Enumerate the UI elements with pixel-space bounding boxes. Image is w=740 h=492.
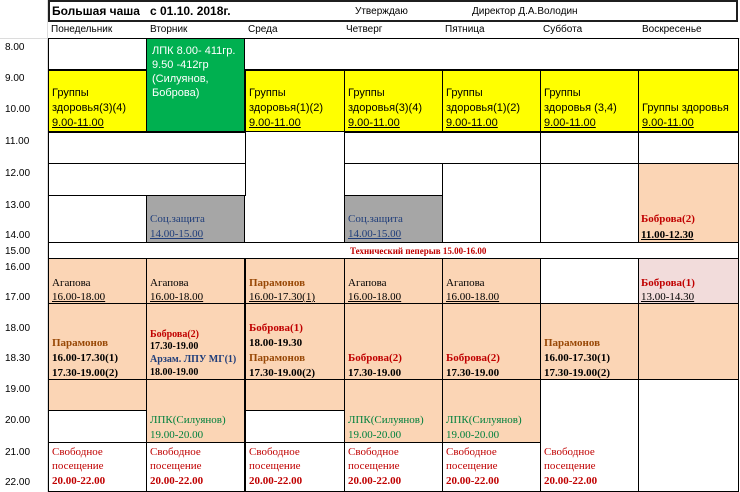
lpk-siluyanov-time: 19.00-20.00 — [150, 429, 204, 441]
day-header-thursday: Четверг — [346, 24, 383, 35]
bobrova-name: Боброва(1) — [641, 277, 695, 289]
free-swim-label: Свободное — [446, 446, 497, 458]
tue-bobrova-time: 17.30-19.00 — [150, 341, 199, 352]
agapova-name: Агапова — [150, 277, 189, 289]
day-header-saturday: Суббота — [543, 24, 583, 35]
time-label: 20.00 — [5, 415, 31, 426]
agapova-time: 16.00-18.00 — [348, 291, 402, 303]
group-time: 9.00-11.00 — [52, 117, 104, 129]
day-header-wednesday: Среда — [248, 24, 278, 35]
group-label: Группы здоровья — [642, 102, 729, 114]
bobrova-time: 13.00-14.30 — [641, 291, 695, 303]
free-swim-time: 20.00-22.00 — [150, 475, 204, 487]
free-swim-label: Свободное — [544, 446, 595, 458]
time-label: 10.00 — [5, 104, 31, 115]
soc-time: 14.00-15.00 — [348, 228, 402, 240]
group-label: Группы — [249, 87, 286, 99]
free-swim-label: посещение — [544, 460, 596, 472]
technical-break-text: Технический пеперыв 15.00-16.00 — [350, 246, 487, 256]
wed-bobrova-time: 18.00-19.30 — [249, 337, 303, 349]
free-swim-label: Свободное — [150, 446, 201, 458]
time-label: 16.00 — [5, 262, 31, 273]
lpk-line1: ЛПК 8.00- 411гр. — [152, 45, 236, 57]
empty-cell — [48, 195, 147, 243]
pool-name: Большая чаша — [52, 4, 140, 18]
free-swim-time: 20.00-22.00 — [446, 475, 500, 487]
time-label: 12.00 — [5, 168, 31, 179]
group-label: Группы — [544, 87, 581, 99]
empty-cell — [638, 132, 739, 164]
free-swim-label: посещение — [446, 460, 498, 472]
time-label: 11.00 — [5, 136, 30, 147]
bobrova-time: 17.30-19.00 — [348, 367, 402, 379]
paramonov-time: 16.00-17.30(1) — [249, 291, 315, 303]
agapova-time: 16.00-18.00 — [52, 291, 106, 303]
lpk-siluyanov-time: 19.00-20.00 — [446, 429, 500, 441]
time-label: 17.00 — [5, 292, 31, 303]
empty-cell — [344, 163, 443, 196]
tue-arzam-name: Арзам. ЛПУ МГ(1) — [150, 354, 237, 365]
paramonov-name: Парамонов — [52, 337, 109, 349]
lpk-line2: 9.50 -412гр — [152, 59, 209, 71]
free-swim-label: Свободное — [52, 446, 103, 458]
empty-peach-cell — [245, 379, 345, 411]
agapova-name: Агапова — [52, 277, 91, 289]
schedule-date: с 01.10. 2018г. — [150, 4, 231, 18]
group-label: здоровья(1)(2) — [249, 102, 323, 114]
empty-peach-cell — [48, 379, 147, 411]
empty-cell — [344, 132, 541, 164]
wed-paramonov-name: Парамонов — [249, 352, 306, 364]
empty-cell — [48, 132, 246, 164]
soc-label: Соц.защита — [348, 213, 403, 225]
agapova-name: Агапова — [446, 277, 485, 289]
group-label: Группы — [52, 87, 89, 99]
day-header-sunday: Воскресенье — [642, 24, 702, 35]
group-time: 9.00-11.00 — [544, 117, 596, 129]
time-label: 18.00 — [5, 323, 31, 334]
free-swim-time: 20.00-22.00 — [249, 475, 303, 487]
director-label: Директор Д.А.Володин — [472, 6, 578, 17]
group-time: 9.00-11.00 — [249, 117, 301, 129]
day-header-tuesday: Вторник — [150, 24, 188, 35]
free-swim-label: посещение — [150, 460, 202, 472]
time-label: 21.00 — [5, 447, 31, 458]
time-label: 9.00 — [5, 73, 25, 84]
group-label: здоровья(1)(2) — [446, 102, 520, 114]
lpk-siluyanov-name: ЛПК(Силуянов) — [446, 414, 522, 426]
group-time: 9.00-11.00 — [446, 117, 498, 129]
free-swim-time: 20.00-22.00 — [348, 475, 402, 487]
wed-paramonov-time: 17.30-19.00(2) — [249, 367, 315, 379]
group-label: здоровья (3,4) — [544, 102, 617, 114]
paramonov-name: Парамонов — [544, 337, 601, 349]
paramonov-time2: 17.30-19.00(2) — [544, 367, 610, 379]
empty-cell — [540, 258, 639, 304]
free-swim-label: посещение — [52, 460, 104, 472]
agapova-name: Агапова — [348, 277, 387, 289]
time-label: 19.00 — [5, 384, 31, 395]
empty-cell — [540, 163, 639, 243]
day-header-friday: Пятница — [445, 24, 485, 35]
empty-cell — [245, 410, 345, 443]
group-label: здоровья(3)(4) — [52, 102, 126, 114]
bobrova-name: Боброва(2) — [348, 352, 402, 364]
agapova-time: 16.00-18.00 — [446, 291, 500, 303]
lpk-siluyanov-time: 19.00-20.00 — [348, 429, 402, 441]
lpk-line4: Боброва) — [152, 87, 200, 99]
paramonov-time: 16.00-17.30(1) — [52, 352, 118, 364]
bobrova-name: Боброва(2) — [641, 213, 695, 225]
bobrova-time: 11.00-12.30 — [641, 229, 694, 241]
lpk-siluyanov-name: ЛПК(Силуянов) — [150, 414, 226, 426]
wed-bobrova-name: Боброва(1) — [249, 322, 303, 334]
free-swim-label: посещение — [348, 460, 400, 472]
approve-label: Утверждаю — [355, 6, 408, 17]
empty-cell — [48, 410, 147, 443]
free-swim-time: 20.00-22.00 — [52, 475, 106, 487]
group-time: 9.00-11.00 — [348, 117, 400, 129]
bobrova-time: 17.30-19.00 — [446, 367, 500, 379]
soc-time: 14.00-15.00 — [150, 228, 204, 240]
empty-cell — [638, 379, 739, 492]
lpk-line3: (Силуянов, — [152, 73, 209, 85]
time-label: 14.00 — [5, 230, 31, 241]
lpk-siluyanov-name: ЛПК(Силуянов) — [348, 414, 424, 426]
free-swim-label: Свободное — [348, 446, 399, 458]
day-header-monday: Понедельник — [51, 24, 113, 35]
group-label: Группы — [446, 87, 483, 99]
empty-cell — [540, 132, 639, 164]
paramonov-name: Парамонов — [249, 277, 306, 289]
free-swim-time: 20.00-22.00 — [544, 475, 598, 487]
empty-peach-cell — [638, 303, 739, 380]
agapova-time: 16.00-18.00 — [150, 291, 204, 303]
time-label: 15.00 — [5, 246, 31, 257]
time-label: 13.00 — [5, 200, 31, 211]
tue-arzam-time: 18.00-19.00 — [150, 367, 199, 378]
free-swim-label: посещение — [249, 460, 301, 472]
group-label: Группы — [348, 87, 385, 99]
soc-label: Соц.защита — [150, 213, 205, 225]
time-label: 18.30 — [5, 353, 31, 364]
empty-cell — [48, 163, 246, 196]
time-label: 22.00 — [5, 477, 31, 488]
paramonov-time: 16.00-17.30(1) — [544, 352, 610, 364]
bobrova-name: Боброва(2) — [446, 352, 500, 364]
time-label: 8.00 — [5, 42, 25, 53]
group-time: 9.00-11.00 — [642, 117, 694, 129]
paramonov-time2: 17.30-19.00(2) — [52, 367, 118, 379]
free-swim-label: Свободное — [249, 446, 300, 458]
group-label: здоровья(3)(4) — [348, 102, 422, 114]
tue-bobrova-name: Боброва(2) — [150, 329, 199, 340]
